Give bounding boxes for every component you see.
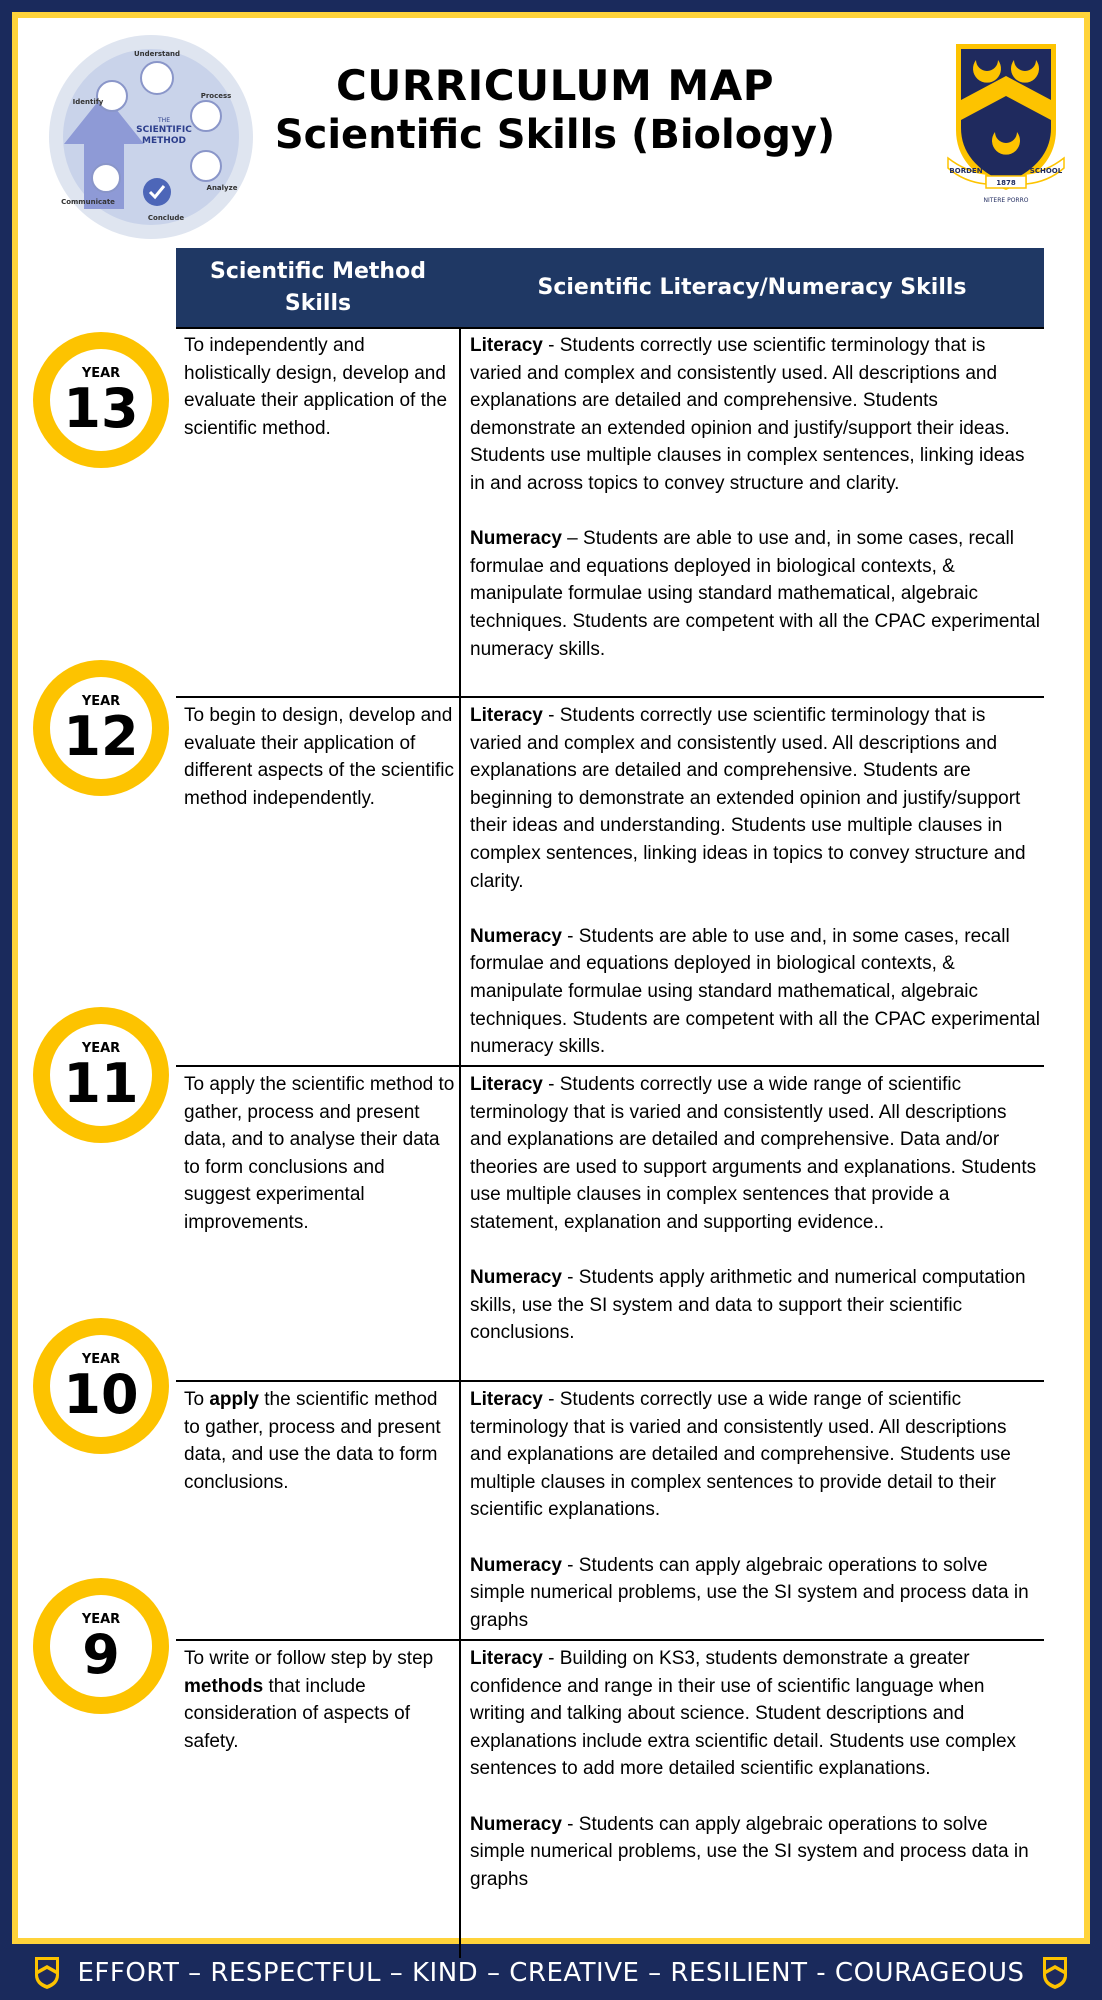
method-skill-year-12: To begin to design, develop and evaluate their application of different aspects of the scientific method independently. (184, 705, 455, 809)
svg-text:Communicate: Communicate (61, 198, 115, 206)
bar-chart-icon (191, 151, 221, 181)
method-skill-year-11: To apply the scientific method to gather, process and present data, and to analyse their data to form conclusions and suggest experimental improvements. (184, 1074, 455, 1233)
column-header-literacy-numeracy: Scientific Literacy/Numeracy Skills (460, 248, 1044, 328)
school-crest-icon (1041, 1955, 1069, 1991)
svg-text:BORDEN: BORDEN (949, 167, 983, 175)
year-badge-13: YEAR 13 (33, 332, 169, 468)
check-icon (143, 178, 171, 206)
svg-text:NITERE PORRO: NITERE PORRO (983, 197, 1029, 204)
scientific-method-logo (44, 34, 258, 240)
year-badge-12: YEAR 12 (33, 660, 169, 796)
svg-text:Analyze: Analyze (206, 184, 238, 192)
svg-text:THE: THE (158, 117, 170, 124)
year-badge-11: YEAR 11 (33, 1007, 169, 1143)
row-divider (176, 1380, 1044, 1382)
literacy-numeracy-year-12: Literacy - Students correctly use scientific terminology that is varied and complex and consistently used. All descriptions and explanations are detailed and comprehensive. Students are beginning to demonstrate an extended opinion and justify/support their ideas and understanding. Students use multiple clauses in complex sentences, linking ideas in topics to convey structure and clarity. Numeracy - Students are able to use and, in some cases, recall formulae and equations deployed in biological contexts, & manipulate formulae using standard mathematical, algebraic techniques. Students are competent with all the CPAC experimental numeracy skills. (470, 705, 1040, 1058)
literacy-numeracy-year-11: Literacy - Students correctly use a wide range of scientific terminology that is varied and consistently used. All descriptions and explanations are detailed and comprehensive. Data and/or theories are used to support arguments and explanations. Students use multiple clauses in complex sentences that provide a statement, explanation and supporting evidence.. Numeracy - Students apply arithmetic and numerical computation skills, use the SI system and data to support their scientific conclusions. (470, 1074, 1037, 1344)
method-skill-year-13: To independently and holistically design, develop and evaluate their application of the scientific method. (184, 335, 448, 439)
speaker-icon (92, 164, 120, 192)
svg-text:SCHOOL: SCHOOL (1029, 167, 1063, 175)
method-skill-year-10: To apply the scientific method to gather, process and present data, and use the data to form conclusions. (184, 1389, 441, 1493)
page-title (250, 62, 860, 160)
svg-text:SCIENTIFIC: SCIENTIFIC (136, 125, 192, 135)
literacy-numeracy-year-13: Literacy - Students correctly use scientific terminology that is varied and complex and consistently used. All descriptions and explanations are detailed and comprehensive. Students demonstrate an extended opinion and justify/support their ideas. Students use multiple clauses in complex sentences, linking ideas in and across topics to convey structure and clarity. Numeracy – Students are able to use and, in some cases, recall formulae and equations deployed in biological contexts, & manipulate formulae using standard mathematical, algebraic techniques. Students are competent with all the CPAC experimental numeracy skills. (470, 335, 1040, 660)
row-divider (176, 696, 1044, 698)
row-divider (176, 327, 1044, 329)
literacy-numeracy-year-9: Literacy - Building on KS3, students demonstrate a greater confidence and range in their use of scientific language when writing and talking about science. Student descriptions and explanations include extra scientific detail. Students use complex sentences to add more detailed scientific explanations. Numeracy - Students can apply algebraic operations to solve simple numerical problems, use the SI system and process data in graphs (470, 1648, 1029, 1890)
school-crest-logo (946, 40, 1066, 208)
gear-icon (191, 101, 221, 131)
svg-text:1878: 1878 (996, 179, 1016, 187)
column-divider (459, 328, 461, 1958)
method-skill-year-9: To write or follow step by step methods that include consideration of aspects of safety. (184, 1648, 434, 1752)
row-divider (176, 1639, 1044, 1641)
svg-text:Process: Process (200, 92, 232, 100)
svg-text:METHOD: METHOD (142, 136, 186, 146)
svg-text:Identify: Identify (72, 98, 104, 106)
values-footer (0, 1946, 1102, 2000)
literacy-numeracy-year-10: Literacy - Students correctly use a wide range of scientific terminology that is varied and consistently used. All descriptions and explanations are detailed and comprehensive. Students use multiple clauses in complex sentences to provide detail to their scientific explanations. Numeracy - Students can apply algebraic operations to solve simple numerical problems, use the SI system and process data in graphs (470, 1389, 1029, 1631)
svg-text:Understand: Understand (133, 50, 181, 58)
row-divider (176, 1065, 1044, 1067)
year-badge-10: YEAR 10 (33, 1318, 169, 1454)
school-crest-icon (33, 1955, 61, 1991)
title-line-1: CURRICULUM MAP (335, 61, 775, 110)
school-values: EFFORT – RESPECTFUL – KIND – CREATIVE – RESILIENT - COURAGEOUS (77, 1958, 1025, 1988)
magnifier-icon (97, 81, 127, 111)
svg-text:Conclude: Conclude (147, 214, 185, 222)
column-header-method: Scientific Method Skills (176, 248, 460, 328)
brain-icon (141, 62, 173, 94)
title-line-2: Scientific Skills (Biology) (274, 112, 836, 158)
year-badge-9: YEAR 9 (33, 1578, 169, 1714)
